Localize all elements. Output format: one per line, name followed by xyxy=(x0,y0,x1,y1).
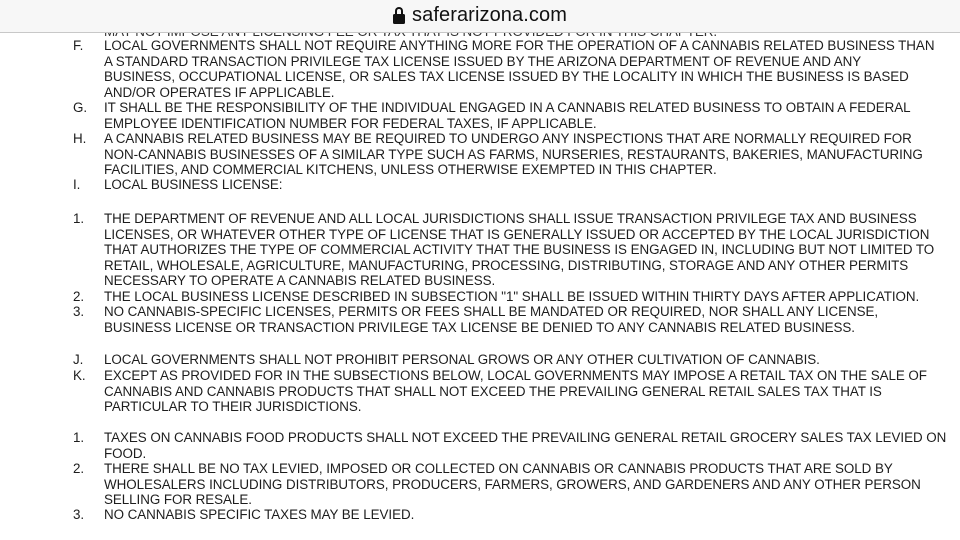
url-text[interactable]: saferarizona.com xyxy=(412,3,567,26)
text-line: CANNABIS AND CANNABIS PRODUCTS THAT SHALL NOT EXCEED THE PREVAILING GENERAL RETAIL SALES TAX THAT IS xyxy=(104,383,882,399)
section-label: 3. xyxy=(73,304,85,319)
section-text xyxy=(104,100,960,131)
text-line: THE LOCAL BUSINESS LICENSE DESCRIBED IN SUBSECTION "1" SHALL BE ISSUED WITHIN THIRTY DAYS AFTER APPLICATION. xyxy=(104,289,920,304)
text-line: NO CANNABIS-SPECIFIC LICENSES, PERMITS OR FEES SHALL BE MANDATED OR REQUIRED, NOR SHALL ANY LICENSE, xyxy=(104,304,879,319)
text-line: LICENSES, OR WHATEVER OTHER TYPE OF LICENSE THAT IS GENERALLY ISSUED OR ACCEPTED BY THE LOCAL JURISDICTION xyxy=(104,226,930,242)
section-text xyxy=(104,461,960,508)
text-line: NO CANNABIS SPECIFIC TAXES MAY BE LEVIED. xyxy=(104,507,415,522)
text-line: BUSINESS LICENSE OR TRANSACTION PRIVILEGE TAX LICENSE BE DENIED TO ANY CANNABIS RELATED BUSINESS. xyxy=(104,319,855,335)
text-line: SELLING FOR RESALE. xyxy=(104,492,252,507)
browser-address-bar[interactable] xyxy=(0,0,960,33)
text-line: IT SHALL BE THE RESPONSIBILITY OF THE INDIVIDUAL ENGAGED IN A CANNABIS RELATED BUSINESS TO OBTAIN A FEDERAL xyxy=(104,100,911,115)
text-line: EMPLOYEE IDENTIFICATION NUMBER FOR FEDERAL TAXES, IF APPLICABLE. xyxy=(104,115,597,131)
section-label: 1. xyxy=(73,211,85,226)
text-line: THAT AUTHORIZES THE TYPE OF COMMERCIAL ACTIVITY THAT THE BUSINESS IS ENGAGED IN, INCLUDING BUT NOT LIMITED TO xyxy=(104,242,935,257)
section-label: G. xyxy=(73,100,88,115)
section-label: 2. xyxy=(73,289,85,304)
section-label: I. xyxy=(73,177,81,192)
section-text xyxy=(104,507,960,523)
section-label: 3. xyxy=(73,507,85,522)
text-line: EXCEPT AS PROVIDED FOR IN THE SUBSECTIONS BELOW, LOCAL GOVERNMENTS MAY IMPOSE A RETAIL TAX ON THE SALE OF xyxy=(104,368,927,383)
section-label: 2. xyxy=(73,461,85,476)
lock-icon xyxy=(393,7,405,24)
text-line: FACILITIES, AND COMMERCIAL KITCHENS, UNLESS OTHERWISE EXEMPTED IN THIS CHAPTER. xyxy=(104,162,717,177)
text-line: PARTICULAR TO THEIR JURISDICTIONS. xyxy=(104,399,362,414)
section-text xyxy=(104,289,960,305)
section-text xyxy=(104,177,960,193)
section-text xyxy=(104,352,960,368)
text-line: LOCAL GOVERNMENTS SHALL NOT REQUIRE ANYTHING MORE FOR THE OPERATION OF A CANNABIS RELATED BUSINESS THAN xyxy=(104,38,935,53)
text-line: BUSINESS, OCCUPATIONAL LICENSE, OR SALES TAX LICENSE ISSUED BY THE LOCALITY IN WHICH THE BUSINESS IS BASED xyxy=(104,69,909,84)
text-line: NECESSARY TO OPERATE A CANNABIS RELATED BUSINESS. xyxy=(104,273,496,288)
section-label: K. xyxy=(73,368,86,383)
text-line: THERE SHALL BE NO TAX LEVIED, IMPOSED OR COLLECTED ON CANNABIS OR CANNABIS PRODUCTS THAT ARE SOLD BY xyxy=(104,461,893,476)
text-line: NON-CANNABIS BUSINESSES OF A SIMILAR TYPE SUCH AS FARMS, NURSERIES, RESTAURANTS, BAKERIES, MANUFACTURING xyxy=(104,146,923,162)
section-text xyxy=(104,368,960,415)
text-line: LOCAL GOVERNMENTS SHALL NOT PROHIBIT PERSONAL GROWS OR ANY OTHER CULTIVATION OF CANNABIS. xyxy=(104,352,820,367)
section-label: J. xyxy=(73,352,84,367)
section-text xyxy=(104,211,960,289)
text-line: A STANDARD TRANSACTION PRIVILEGE TAX LICENSE ISSUED BY THE ARIZONA DEPARTMENT OF REVENUE AND ANY xyxy=(104,53,862,69)
section-label: H. xyxy=(73,131,87,146)
text-line: THE DEPARTMENT OF REVENUE AND ALL LOCAL JURISDICTIONS SHALL ISSUE TRANSACTION PRIVILEGE TAX AND BUSINESS xyxy=(104,211,917,226)
text-line: TAXES ON CANNABIS FOOD PRODUCTS SHALL NOT EXCEED THE PREVAILING GENERAL RETAIL GROCERY SALES TAX LEVIED ON xyxy=(104,430,947,445)
section-text xyxy=(104,304,960,335)
text-line: LOCAL BUSINESS LICENSE: xyxy=(104,177,283,192)
url-display[interactable] xyxy=(393,4,567,27)
text-line: FOOD. xyxy=(104,445,147,461)
text-line: A CANNABIS RELATED BUSINESS MAY BE REQUIRED TO UNDERGO ANY INSPECTIONS THAT ARE NORMALLY REQUIRED FOR xyxy=(104,131,912,146)
section-label: F. xyxy=(73,38,84,53)
section-text xyxy=(104,131,960,178)
text-line: WHOLESALERS INCLUDING DISTRIBUTORS, PRODUCERS, FARMERS, GROWERS, AND GARDENERS AND ANY OTHER PERSON xyxy=(104,476,921,492)
text-line: AND/OR OPERATES IF APPLICABLE. xyxy=(104,84,335,100)
text-line: RETAIL, WHOLESALE, AGRICULTURE, MANUFACTURING, PROCESSING, DISTRIBUTING, STORAGE AND ANY OTHER PERMITS xyxy=(104,257,909,273)
section-label: 1. xyxy=(73,430,85,445)
section-text xyxy=(104,38,960,100)
section-text xyxy=(104,430,960,461)
